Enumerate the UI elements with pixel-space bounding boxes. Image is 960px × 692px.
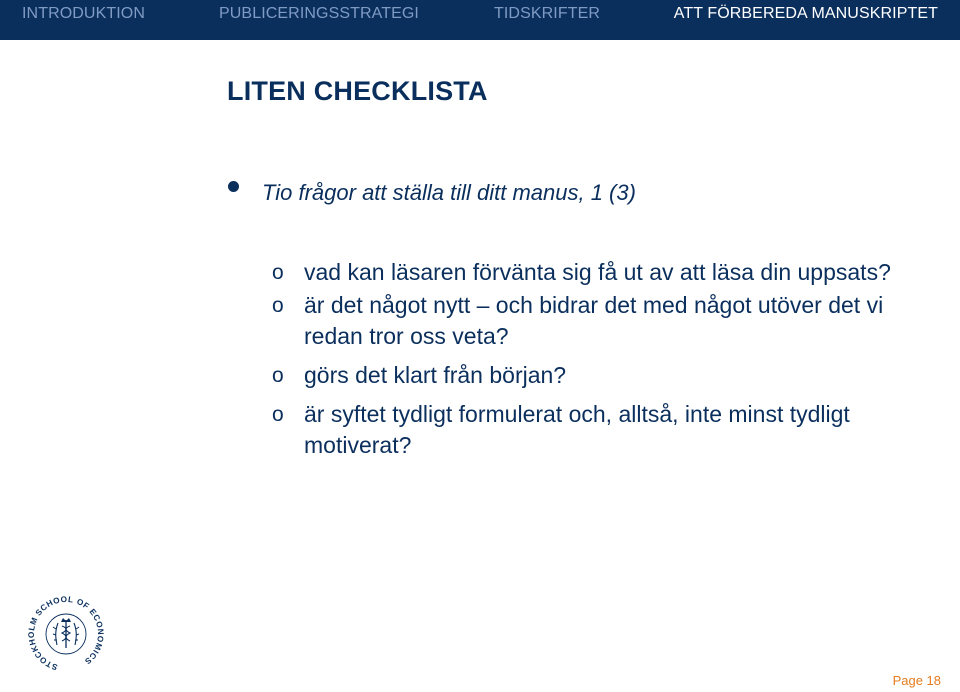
circle-bullet-icon: o <box>272 403 284 426</box>
main-bullet-text: Tio frågor att ställa till ditt manus, 1 (3) <box>262 180 636 205</box>
nav-item-tidskrifter[interactable]: TIDSKRIFTER <box>494 5 600 22</box>
sub-bullet-item <box>272 257 932 288</box>
circle-bullet-icon: o <box>272 294 284 317</box>
top-navigation-bar <box>0 0 960 40</box>
circle-bullet-icon: o <box>272 261 284 284</box>
sub-bullet-text: görs det klart från början? <box>304 362 567 388</box>
sub-bullet-item <box>272 360 932 391</box>
nav-item-introduktion[interactable]: INTRODUKTION <box>22 5 145 22</box>
bullet-dot-icon <box>228 181 239 192</box>
slide-title: LITEN CHECKLISTA <box>227 76 488 106</box>
sub-bullet-item <box>272 290 932 352</box>
sse-seal-icon <box>26 593 106 671</box>
sub-bullet-text: vad kan läsaren förvänta sig få ut av att läsa din uppsats? <box>304 259 891 285</box>
sub-bullet-item <box>272 399 932 461</box>
nav-item-publiceringsstrategi[interactable]: PUBLICERINGSSTRATEGI <box>219 5 419 22</box>
nav-item-forbereda-manuskriptet[interactable]: ATT FÖRBEREDA MANUSKRIPTET <box>673 5 938 22</box>
page-number: Page 18 <box>892 673 941 688</box>
logo-text: STOCKHOLM SCHOOL OF ECONOMICS <box>26 594 106 671</box>
circle-bullet-icon: o <box>272 364 284 387</box>
sub-bullet-text: är det något nytt – och bidrar det med något utöver det vi redan tror oss veta? <box>304 292 884 349</box>
sub-bullet-list <box>272 257 932 469</box>
sub-bullet-text: är syftet tydligt formulerat och, alltså, inte minst tydligt motiverat? <box>304 401 850 458</box>
